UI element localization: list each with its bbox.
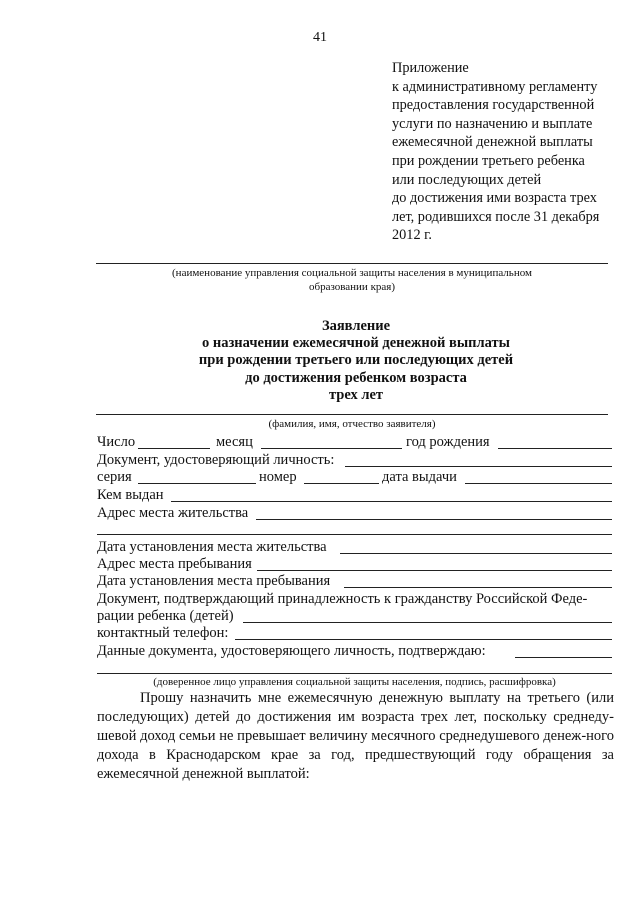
citizenship-label-line2: рации ребенка (детей) (97, 608, 234, 624)
residence-address-label: Адрес места жительства (97, 505, 249, 521)
stay-address-label: Адрес места пребывания (97, 556, 252, 572)
id-document-label: Документ, удостоверяющий личность: (97, 452, 335, 468)
residence-address-row (97, 504, 613, 522)
request-paragraph (97, 689, 614, 784)
fio-caption: (фамилия, имя, отчество заявителя) (268, 418, 436, 430)
phone-label: контактный телефон: (97, 625, 229, 641)
citizenship-field[interactable] (243, 622, 612, 623)
confirm-field[interactable] (515, 657, 612, 658)
month-field[interactable] (261, 448, 402, 449)
appendix-line: предоставления государственной (392, 97, 595, 114)
citizenship-row (97, 590, 613, 608)
appendix-line: Приложение (392, 60, 469, 76)
issue-date-field[interactable] (465, 483, 612, 484)
phone-field[interactable] (235, 639, 612, 640)
authority-caption-line: образовании края) (308, 281, 396, 293)
authority-caption-line: (наименование управления социальной защиты населения в муниципальном (172, 267, 532, 279)
residence-address-continuation-field[interactable] (97, 534, 612, 535)
residence-date-row (97, 538, 613, 556)
title-line: при рождении третьего или последующих детей (198, 352, 514, 369)
request-text: Прошу назначить мне ежемесячную денежную выплату на третьего (или последующих) детей до достижения им возраста трех лет, поскольку среднеду-шевой доход семьи не превышает величину месячного среднедушевого денеж-ного дохода в Краснодарском крае за год, предшествующий году обращения за ежемесячной денежной выплатой: (97, 690, 614, 782)
title-line: трех лет (328, 386, 384, 403)
stay-address-field[interactable] (257, 570, 612, 571)
appendix-line: 2012 г. (392, 227, 432, 244)
id-document-field[interactable] (345, 466, 612, 467)
residence-date-label: Дата установления места жительства (97, 539, 327, 555)
series-number-row (97, 468, 613, 486)
birth-year-label: год рождения (406, 434, 490, 450)
birth-year-field[interactable] (498, 448, 612, 449)
issued-by-field[interactable] (171, 501, 612, 502)
id-document-row (97, 451, 613, 469)
month-label: месяц (216, 434, 253, 450)
citizenship-label-line1: Документ, подтверждающий принадлежность к гражданству Российской Феде- (97, 591, 588, 607)
day-field[interactable] (138, 448, 210, 449)
series-field[interactable] (138, 483, 256, 484)
title-line: до достижения ребенком возраста (245, 369, 467, 386)
appendix-line: услуги по назначению и выплате (392, 115, 593, 132)
appendix-line: до достижения ими возраста трех (392, 190, 597, 207)
appendix-block (392, 59, 632, 245)
number-label: номер (259, 469, 297, 485)
confidant-caption: (доверенное лицо управления социальной защиты населения, подпись, расшифровка) (153, 676, 556, 688)
title-line: о назначении ежемесячной денежной выплаты (202, 335, 510, 352)
title-line: Заявление (321, 318, 391, 334)
issue-date-label: дата выдачи (382, 469, 457, 485)
appendix-line: лет, родившихся после 31 декабря (392, 208, 600, 225)
appendix-line: к административному регламенту (392, 78, 598, 95)
stay-date-label: Дата установления места пребывания (97, 573, 331, 589)
issued-by-label: Кем выдан (97, 487, 164, 503)
issued-by-row (97, 486, 613, 504)
document-title (96, 318, 616, 404)
series-label: серия (97, 469, 132, 485)
citizenship-row-cont (97, 607, 613, 625)
appendix-line: или последующих детей (392, 171, 542, 188)
stay-date-field[interactable] (344, 587, 612, 588)
stay-address-row (97, 555, 613, 573)
authority-caption (96, 266, 608, 294)
confidant-signature-field[interactable] (97, 673, 612, 674)
confirm-row (97, 642, 613, 660)
number-field[interactable] (304, 483, 379, 484)
stay-date-row (97, 572, 613, 590)
confirm-label: Данные документа, удостоверяющего личность, подтверждаю: (97, 643, 486, 659)
day-label: Число (97, 434, 136, 450)
authority-name-field[interactable] (96, 263, 608, 264)
residence-date-field[interactable] (340, 553, 612, 554)
residence-address-field[interactable] (256, 519, 612, 520)
appendix-line: ежемесячной денежной выплаты (392, 134, 593, 151)
page-number: 41 (313, 30, 327, 45)
birth-date-row (97, 433, 613, 451)
appendix-line: при рождении третьего ребенка (392, 152, 585, 169)
phone-row (97, 624, 613, 642)
applicant-fio-field[interactable] (96, 414, 608, 415)
